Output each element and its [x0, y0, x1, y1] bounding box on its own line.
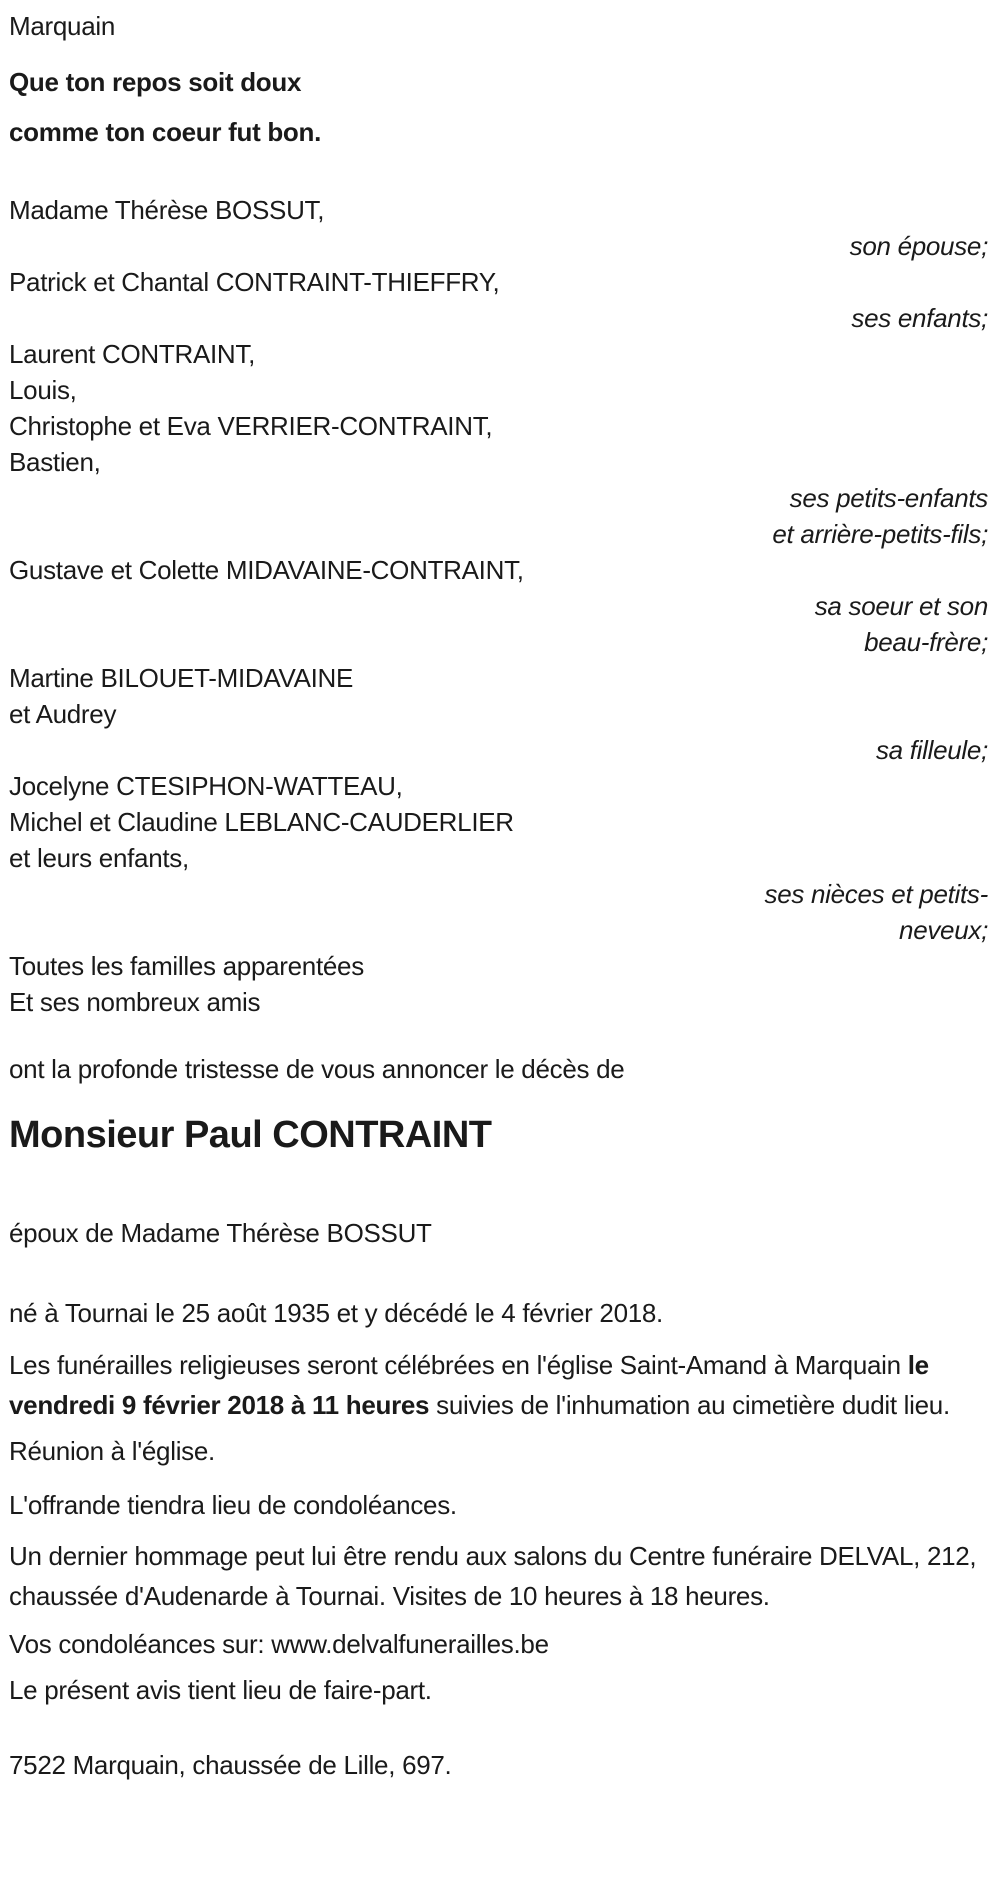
- family-group-others: [9, 948, 988, 1020]
- city-line: Marquain: [9, 11, 115, 41]
- mourner-name: et leurs enfants,: [9, 843, 189, 873]
- epitaph-line-2: comme ton coeur fut bon.: [9, 117, 322, 147]
- family-group-spouse: [9, 192, 988, 264]
- funeral-text-post: suivies de l'inhumation au cimetière dudit lieu.: [429, 1390, 950, 1420]
- mourner-name: et Audrey: [9, 699, 117, 729]
- mourner-name: Christophe et Eva VERRIER-CONTRAINT,: [9, 411, 493, 441]
- condolences-line: [9, 1626, 988, 1662]
- mourner-name: Toutes les familles apparentées: [9, 951, 364, 981]
- mourner-name: Martine BILOUET-MIDAVAINE: [9, 663, 354, 693]
- family-group-sister: [9, 552, 988, 660]
- mourner-name: Michel et Claudine LEBLANC-CAUDERLIER: [9, 807, 514, 837]
- mourner-name: Patrick et Chantal CONTRAINT-THIEFFRY,: [9, 267, 500, 297]
- family-group-grandchildren: [9, 336, 988, 552]
- birth-death-line: né à Tournai le 25 août 1935 et y décédé le 4 février 2018.: [9, 1298, 663, 1328]
- address-line: 7522 Marquain, chaussée de Lille, 697.: [9, 1750, 452, 1780]
- condolences-url: www.delvalfunerailles.be: [271, 1629, 549, 1659]
- mourner-name: Louis,: [9, 375, 77, 405]
- announcement-line: ont la profonde tristesse de vous annoncer le décès de: [9, 1054, 625, 1084]
- condolences-label: Vos condoléances sur:: [9, 1629, 272, 1659]
- mourner-role: son épouse;: [849, 231, 988, 261]
- mourner-role: ses nièces et petits-: [764, 879, 988, 909]
- mourner-name: Et ses nombreux amis: [9, 987, 261, 1017]
- mourner-role: ses petits-enfants: [789, 483, 988, 513]
- offering-line: L'offrande tiendra lieu de condoléances.: [9, 1490, 457, 1520]
- mourner-role: sa filleule;: [875, 735, 988, 765]
- family-group-nieces: [9, 768, 988, 948]
- reunion-line: Réunion à l'église.: [9, 1436, 215, 1466]
- spouse-line: époux de Madame Thérèse BOSSUT: [9, 1218, 432, 1248]
- mourner-role: ses enfants;: [851, 303, 988, 333]
- mourner-name: Bastien,: [9, 447, 101, 477]
- mourner-role: sa soeur et son: [814, 591, 988, 621]
- mourner-name: Laurent CONTRAINT,: [9, 339, 256, 369]
- funeral-paragraph: [9, 1345, 988, 1425]
- deceased-name: Monsieur Paul CONTRAINT: [9, 1114, 492, 1156]
- notice-line: Le présent avis tient lieu de faire-part.: [9, 1675, 432, 1705]
- tribute-paragraph: Un dernier hommage peut lui être rendu aux salons du Centre funéraire DELVAL, 212, chaussée d'Audenarde à Tournai. Visites de 10 heures à 18 heures.: [9, 1541, 977, 1611]
- family-group-children: [9, 264, 988, 336]
- mourner-name: Madame Thérèse BOSSUT,: [9, 195, 325, 225]
- family-group-goddaughter: [9, 660, 988, 768]
- funeral-text-pre: Les funérailles religieuses seront célébrées en l'église Saint-Amand à Marquain: [9, 1350, 908, 1380]
- mourner-name: Gustave et Colette MIDAVAINE-CONTRAINT,: [9, 555, 524, 585]
- mourner-role: beau-frère;: [864, 627, 988, 657]
- mourner-name: Jocelyne CTESIPHON-WATTEAU,: [9, 771, 403, 801]
- epitaph-line-1: Que ton repos soit doux: [9, 67, 302, 97]
- mourner-role: et arrière-petits-fils;: [772, 519, 988, 549]
- funeral-date-bold: le vendredi 9 février 2018 à 11 heures: [9, 1350, 929, 1420]
- mourner-role: neveux;: [899, 915, 988, 945]
